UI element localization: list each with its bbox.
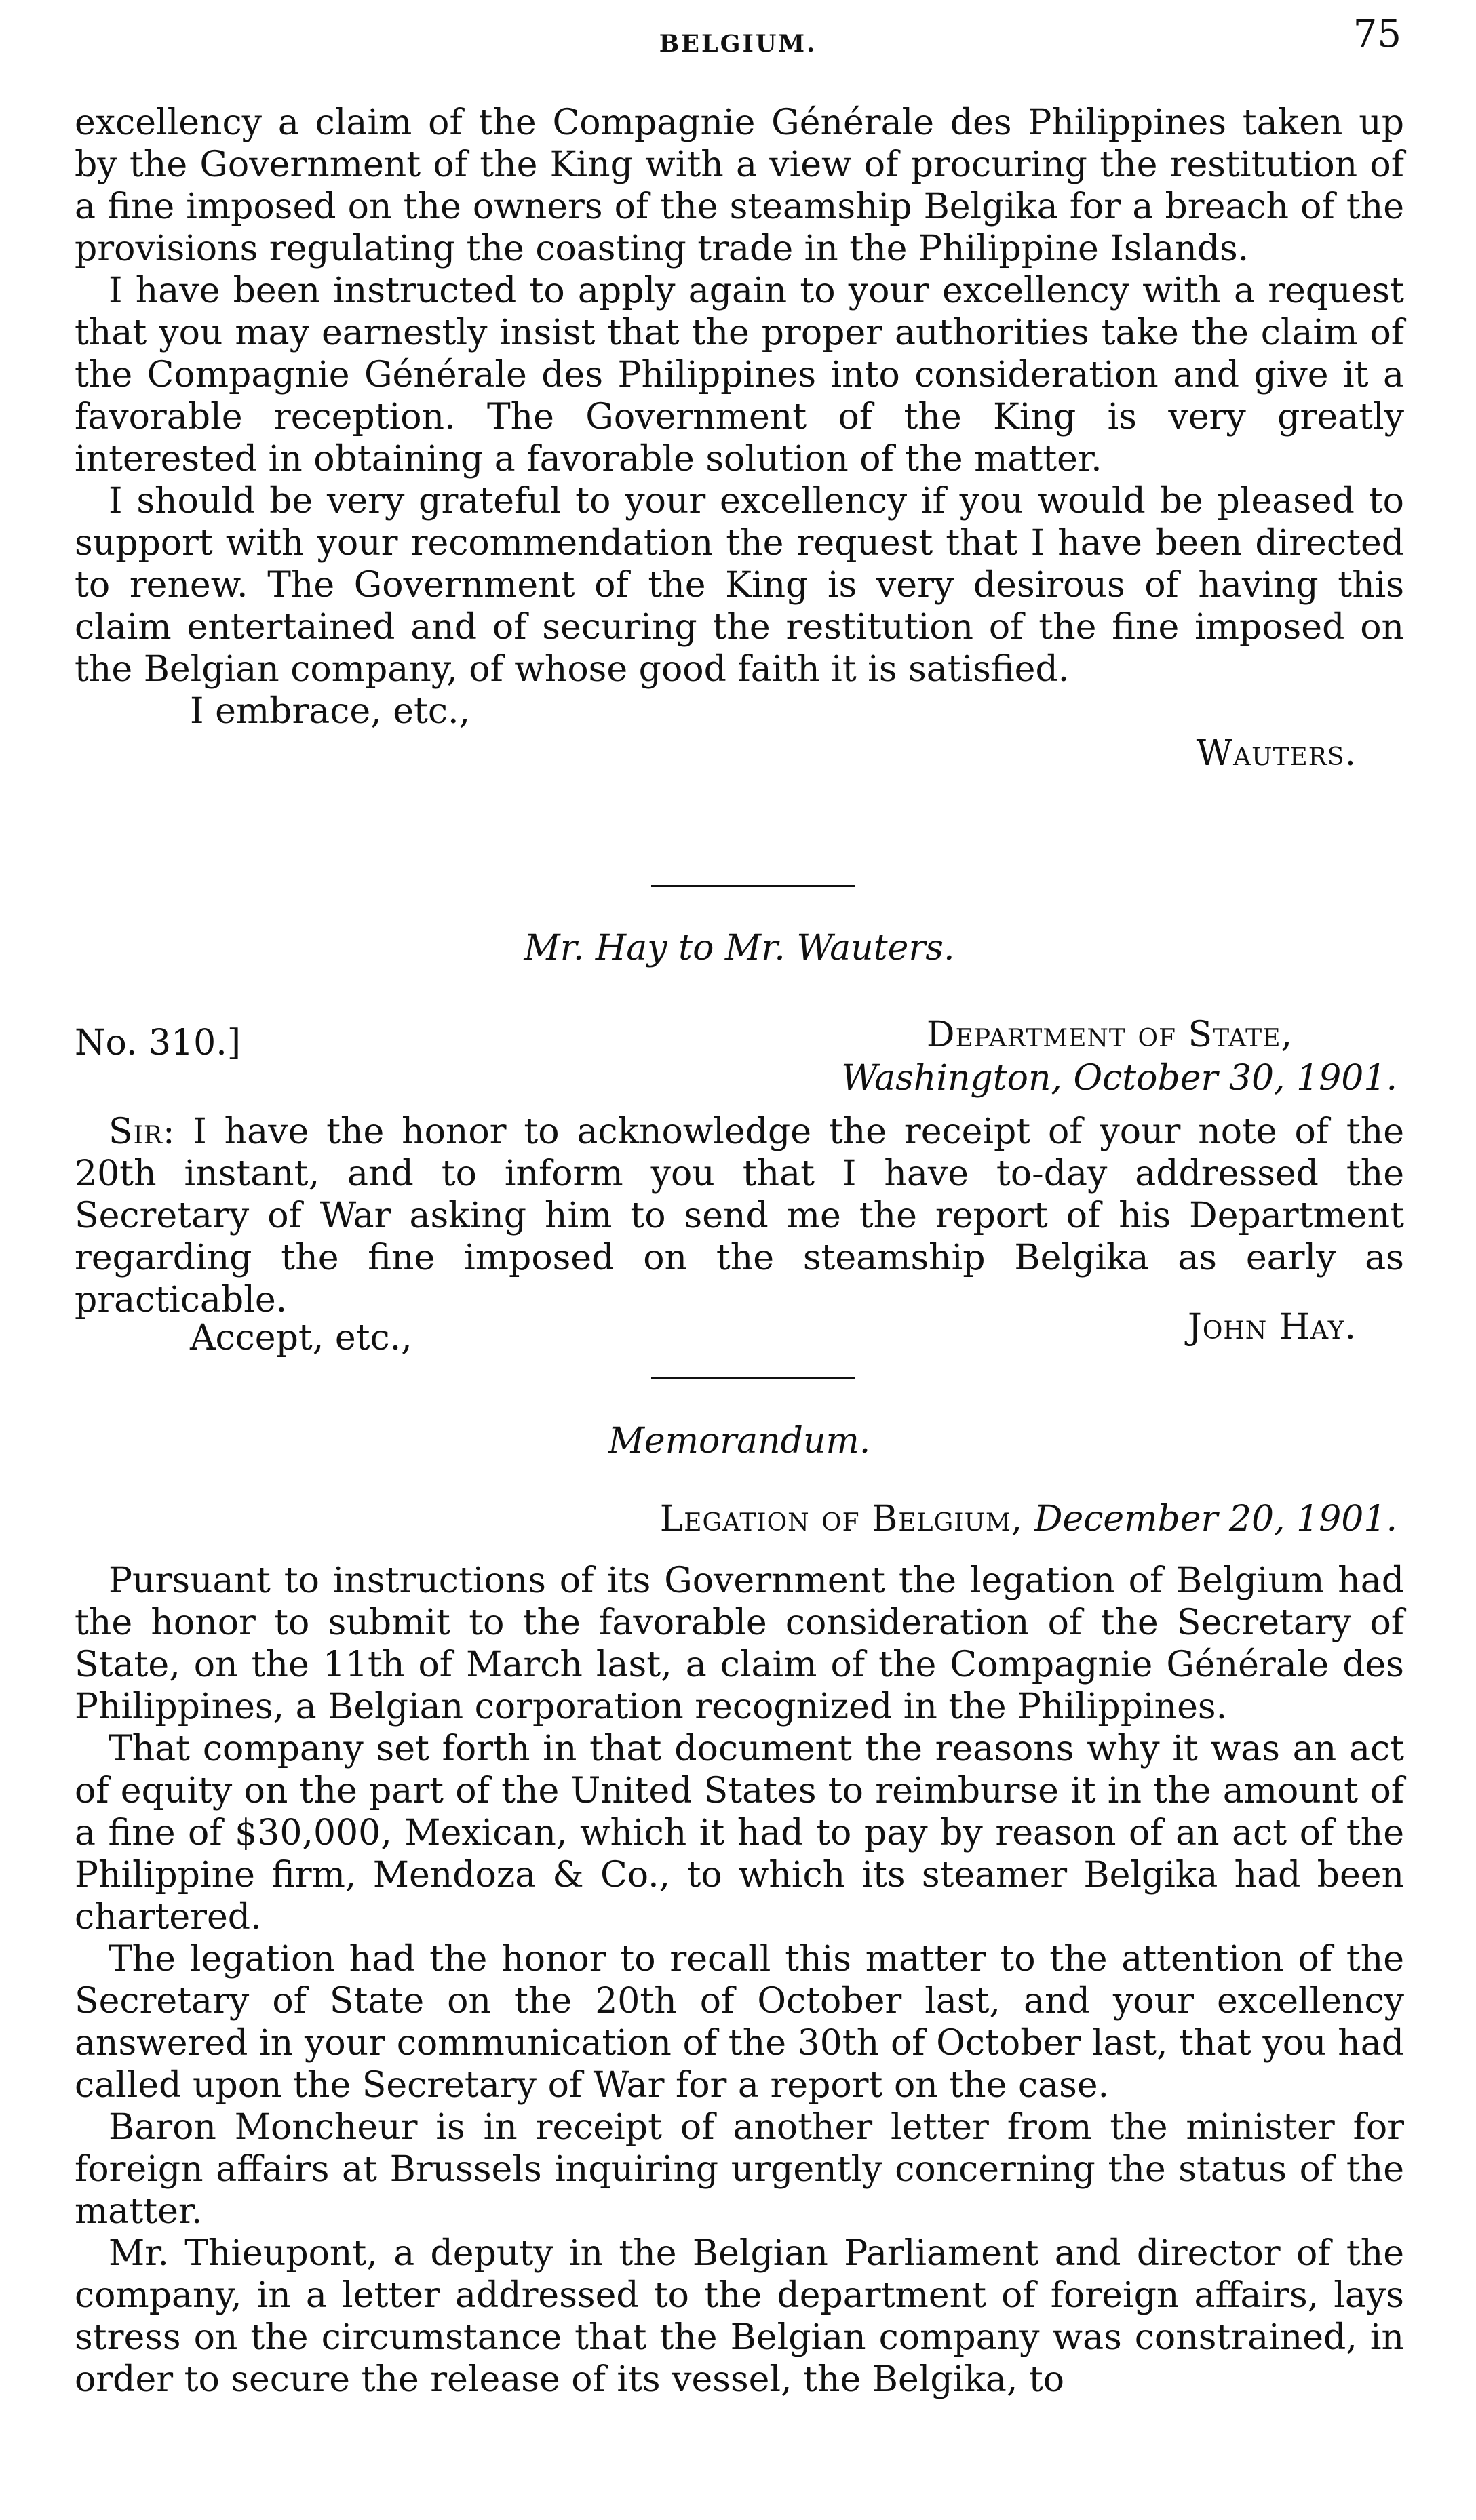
letter2-closing: Accept, etc.,	[190, 1318, 412, 1358]
section-divider	[651, 885, 855, 887]
letter1-paragraph-1: excellency a claim of the Compagnie Générale des Philippines taken up by the Government of the King with a view of procuring the restitution of a fine imposed on the owners of the steamship Belgika for a breach of the provisions regulating the coasting trade in the Philippine Islands.	[75, 102, 1404, 269]
memorandum-date: December 20, 1901.	[1034, 1499, 1397, 1539]
memorandum-heading: Memorandum.	[608, 1421, 871, 1461]
letter1-signature: Wauters.	[1196, 733, 1357, 774]
letter-wauters-continuation	[75, 102, 1404, 774]
letter2-salutation: Sir:	[109, 1111, 176, 1152]
memorandum-paragraph-1: Pursuant to instructions of its Government the legation of Belgium had the honor to submit to the favorable consideration of the Secretary of State, on the 11th of March last, a claim of the Compagnie Générale des Philippines, a Belgian corporation recognized in the Philippines.	[75, 1560, 1404, 1727]
running-head	[75, 12, 1401, 60]
memorandum-dateline	[660, 1499, 1397, 1539]
letter2-paragraph	[75, 1111, 1404, 1321]
letter2-number: No. 310.]	[75, 1023, 241, 1063]
section-divider-2	[651, 1377, 855, 1379]
letter2-signature: John Hay.	[1188, 1307, 1357, 1347]
letter2-body: I have the honor to acknowledge the receipt of your note of the 20th instant, and to inform you that I have to-day addressed the Secretary of War asking him to send me the report of his Department regarding the fine imposed on the steamship Belgika as early as practicable.	[75, 1111, 1405, 1320]
letter2-closing-block	[75, 1307, 1404, 1363]
memorandum-paragraph-2: That company set forth in that document the reasons why it was an act of equity on the part of the United States to reimburse it in the amount of a fine of $30,000, Mexican, which it had to pay by reason of an act of the Philippine firm, Mendoza & Co., to which its steamer Belgika had been chartered.	[75, 1729, 1404, 1937]
letter1-paragraph-3: I should be very grateful to your excellency if you would be pleased to support with your recommendation the request that I have been directed to renew. The Government of the King is very desirous of having this claim entertained and of securing the restitution of the fine imposed on the Belgian company, of whose good faith it is satisfied.	[75, 481, 1404, 690]
memorandum-paragraph-3: The legation had the honor to recall this matter to the attention of the Secretary of State on the 20th of October last, and your excellency answered in your communication of the 30th of October last, that you had called upon the Secretary of War for a report on the case.	[75, 1939, 1404, 2106]
letter2-dateline: Washington, October 30, 1901.	[841, 1058, 1397, 1099]
memorandum-paragraph-5: Mr. Thieupont, a deputy in the Belgian Parliament and director of the company, in a letter addressed to the department of foreign affairs, lays stress on the circumstance that the Belgian company was constrained, in order to secure the release of its vessel, the Belgika, to	[75, 2233, 1404, 2400]
memorandum-body	[75, 1560, 1404, 2401]
memorandum-paragraph-4: Baron Moncheur is in receipt of another letter from the minister for foreign affairs at Brussels inquiring urgently concerning the status of the matter.	[75, 2107, 1404, 2232]
letter1-paragraph-2: I have been instructed to apply again to your excellency with a request that you may earnestly insist that the proper authorities take the claim of the Compagnie Générale des Philippines into consideration and give it a favorable reception. The Government of the King is very greatly interested in obtaining a favorable solution of the matter.	[75, 271, 1404, 479]
letter1-closing: I embrace, etc.,	[190, 691, 471, 732]
running-title: BELGIUM.	[659, 30, 817, 58]
letter2-sender: Department of State,	[926, 1015, 1293, 1055]
letter2-body-block	[75, 1111, 1404, 1363]
letter2-heading: Mr. Hay to Mr. Wauters.	[524, 928, 955, 968]
memorandum-sender: Legation of Belgium,	[659, 1499, 1024, 1539]
page-number: 75	[1353, 12, 1401, 56]
letter1-closing-block	[75, 690, 1404, 774]
